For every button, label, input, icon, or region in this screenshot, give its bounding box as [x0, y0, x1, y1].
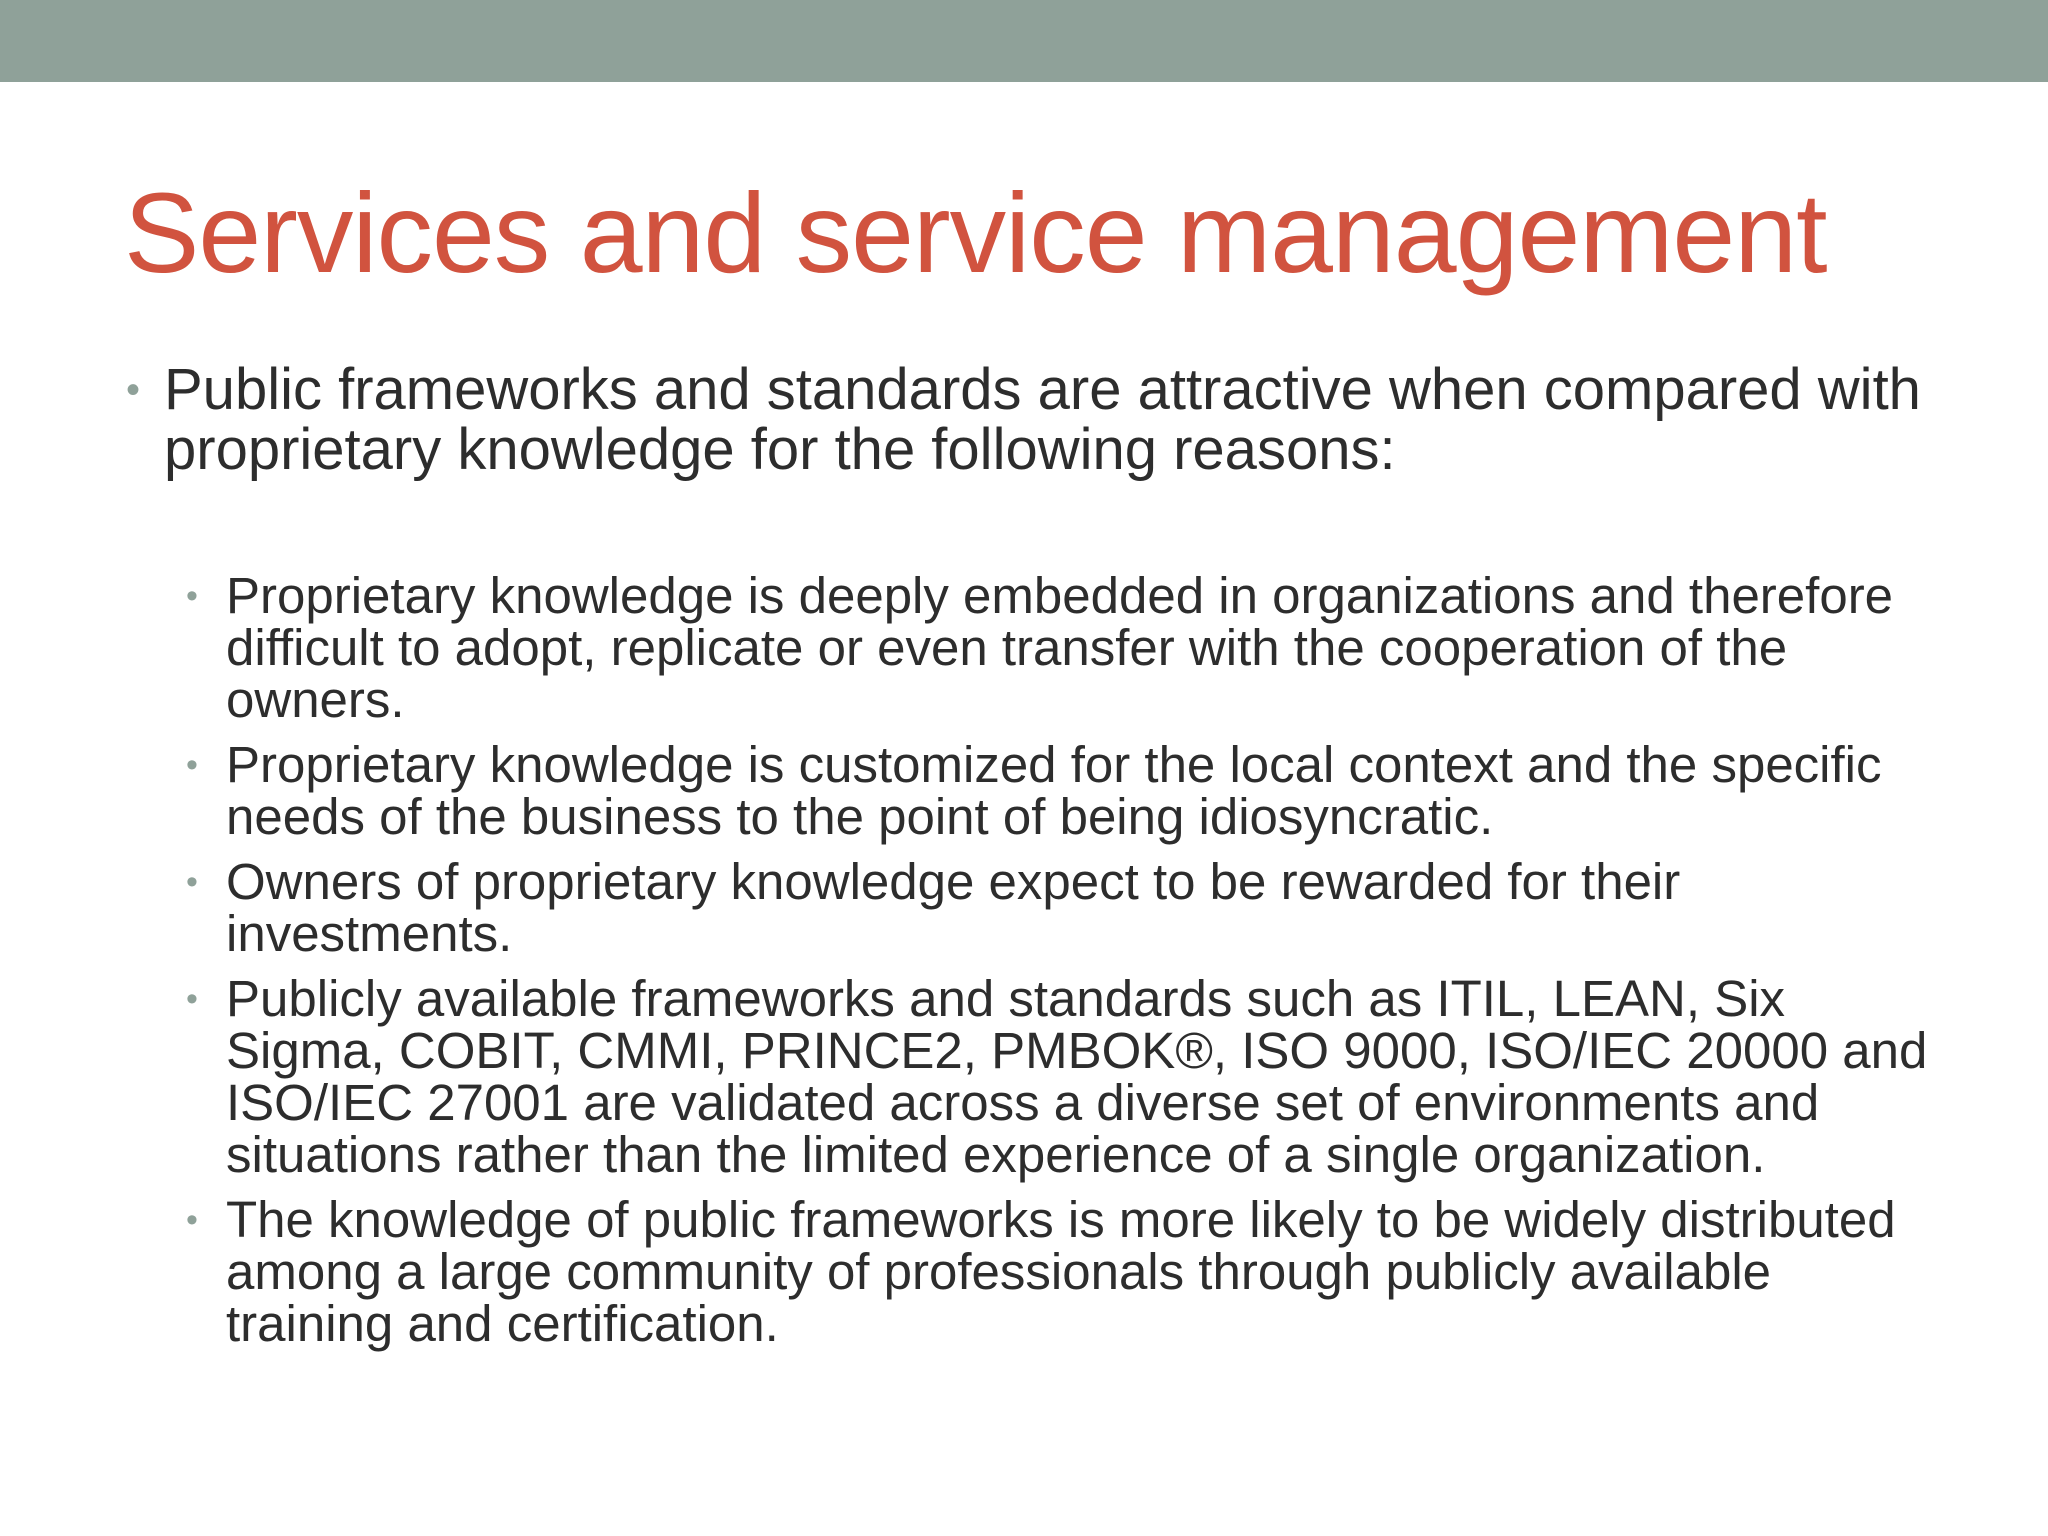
- sub-bullet-item: [182, 1191, 1940, 1352]
- sub-bullet-item: [182, 567, 1940, 728]
- main-bullet-text: Public frameworks and standards are attractive when compared with proprietary knowledge for the following reasons:: [164, 357, 1921, 482]
- bullet-dot-icon: •: [186, 863, 198, 901]
- bullet-dot-icon: •: [186, 746, 198, 784]
- top-band: [0, 0, 2048, 82]
- sub-bullet-list: [182, 567, 1940, 1352]
- sub-bullet-text: Proprietary knowledge is deeply embedded in organizations and therefore difficult to adopt, replicate or even transfer with the cooperation of the owners.: [226, 567, 1894, 728]
- main-bullet: [120, 357, 1940, 482]
- bullet-dot-icon: •: [186, 1201, 198, 1239]
- slide-title: Services and service management: [124, 170, 1827, 296]
- sub-bullet-item: [182, 853, 1940, 962]
- bullet-dot-icon: •: [186, 980, 198, 1018]
- bullet-dot-icon: •: [186, 577, 198, 615]
- sub-bullet-text: Owners of proprietary knowledge expect to be rewarded for their investments.: [226, 853, 1681, 962]
- sub-bullet-text: The knowledge of public frameworks is more likely to be widely distributed among a large community of professionals through publicly available training and certification.: [226, 1191, 1896, 1352]
- slide-content: [120, 357, 1940, 1363]
- sub-bullet-text: Publicly available frameworks and standards such as ITIL, LEAN, Six Sigma, COBIT, CMMI, PRINCE2, PMBOK®, ISO 9000, ISO/IEC 20000 and ISO/IEC 27001 are validated across a diverse set of environments and situations rather than the limited experience of a single organization.: [226, 970, 1928, 1183]
- sub-bullet-item: [182, 970, 1940, 1183]
- sub-bullet-item: [182, 736, 1940, 845]
- sub-bullet-text: Proprietary knowledge is customized for the local context and the specific needs of the business to the point of being idiosyncratic.: [226, 736, 1882, 845]
- bullet-dot-icon: •: [126, 368, 141, 412]
